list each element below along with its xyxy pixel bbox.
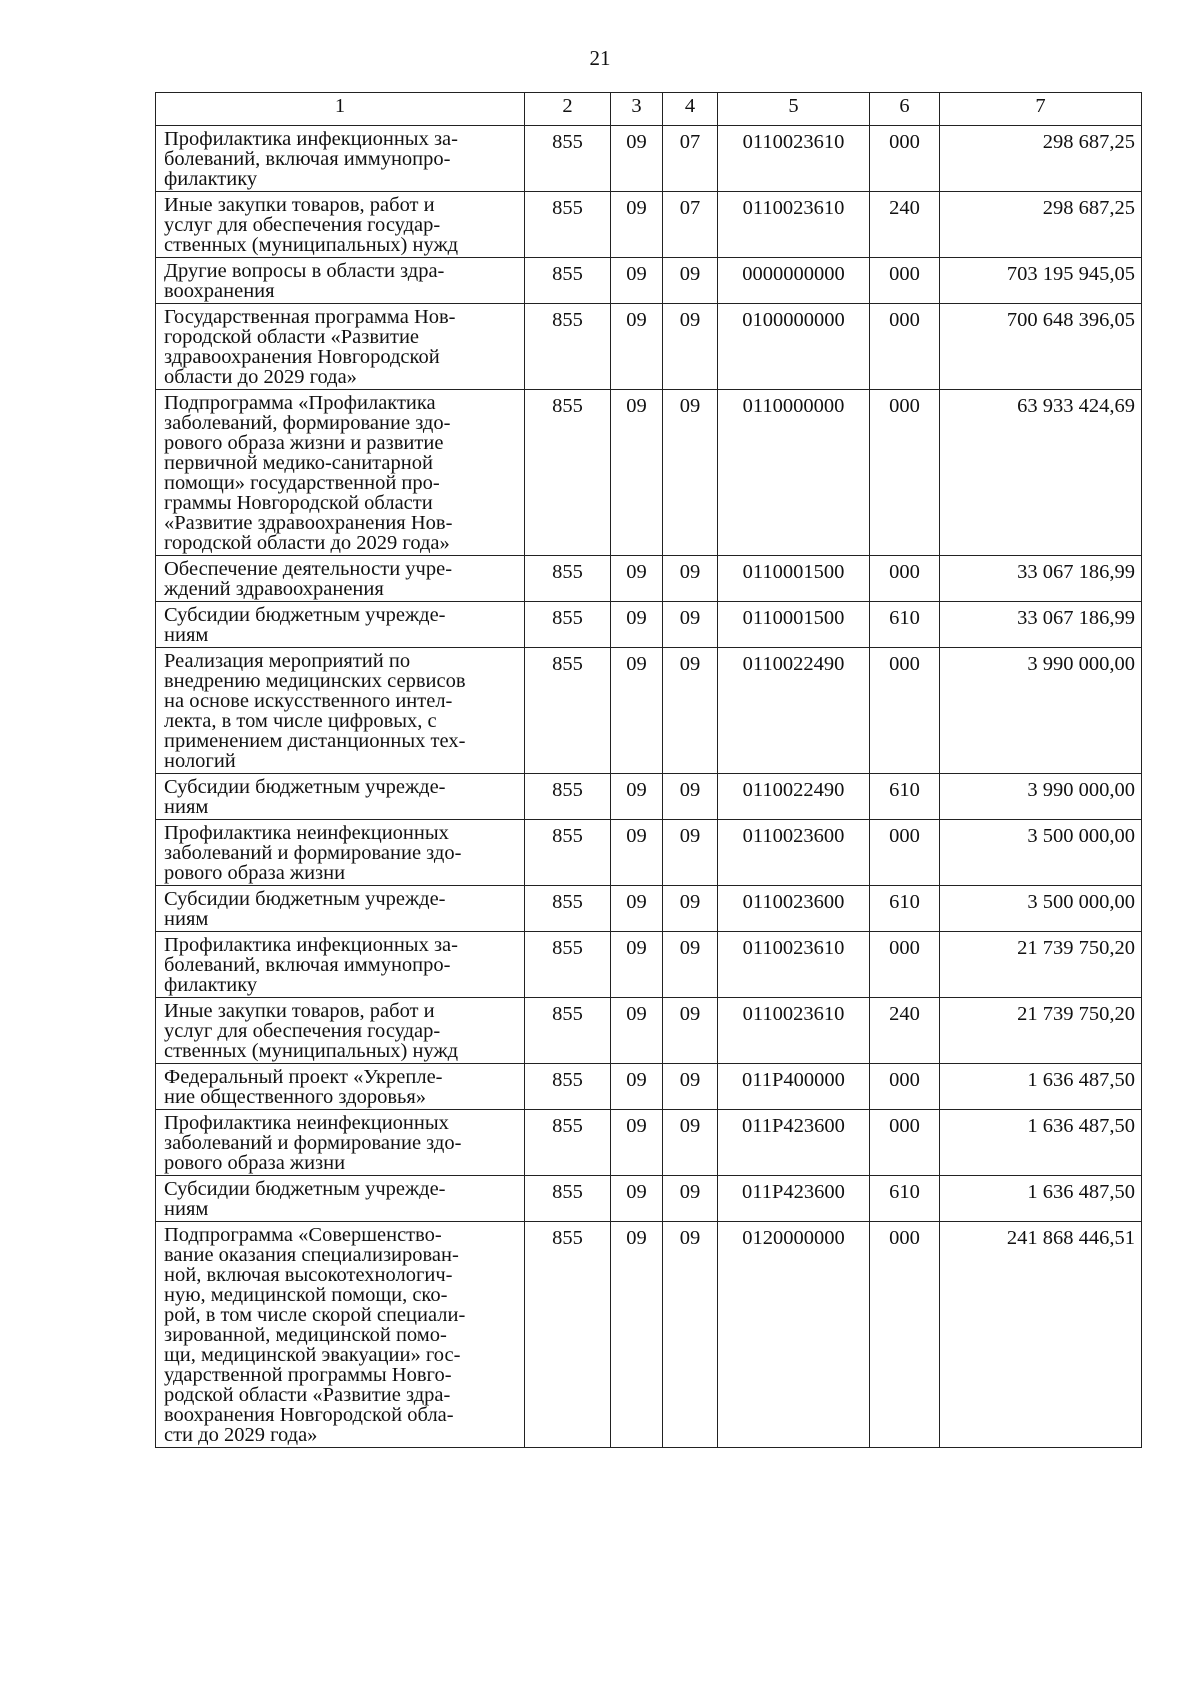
item-name-line: воохранения Новгородской обла-	[164, 1404, 454, 1426]
subsection-code-cell: 09	[663, 932, 718, 998]
amount-cell: 21 739 750,20	[940, 932, 1142, 998]
target-article-cell: 0110000000	[718, 390, 870, 556]
table-row	[156, 648, 1142, 774]
target-article-cell: 0100000000	[718, 304, 870, 390]
item-name-line: заболеваний и формирование здо-	[164, 1132, 462, 1154]
expense-type-cell: 000	[870, 390, 940, 556]
subsection-code-cell: 07	[663, 126, 718, 192]
item-name-line: внедрению медицинских сервисов	[164, 670, 466, 692]
item-name-line: воохранения	[164, 280, 275, 302]
expense-type-cell: 000	[870, 932, 940, 998]
item-name-cell	[156, 1222, 525, 1448]
amount-cell: 703 195 945,05	[940, 258, 1142, 304]
section-code-cell: 09	[611, 1222, 663, 1448]
item-name-line: ниям	[164, 1198, 209, 1220]
item-name-line: Профилактика неинфекционных	[164, 822, 449, 844]
amount-cell: 1 636 487,50	[940, 1064, 1142, 1110]
item-name-line: филактику	[164, 974, 258, 996]
table-row	[156, 258, 1142, 304]
table-row	[156, 774, 1142, 820]
ministry-code-cell: 855	[525, 1110, 611, 1176]
item-name-line: рового образа жизни	[164, 862, 346, 884]
item-name-cell	[156, 304, 525, 390]
section-code-cell: 09	[611, 1064, 663, 1110]
subsection-code-cell: 09	[663, 304, 718, 390]
item-name-line: Иные закупки товаров, работ и	[164, 194, 435, 216]
item-name-line: заболеваний, формирование здо-	[164, 412, 451, 434]
subsection-code-cell: 07	[663, 192, 718, 258]
item-name-line: зированной, медицинской помо-	[164, 1324, 447, 1346]
column-header-7: 7	[940, 93, 1142, 126]
amount-cell: 3 500 000,00	[940, 820, 1142, 886]
subsection-code-cell: 09	[663, 1222, 718, 1448]
item-name-line: применением дистанционных тех-	[164, 730, 466, 752]
item-name-line: ударственной программы Новго-	[164, 1364, 452, 1386]
expense-type-cell: 240	[870, 192, 940, 258]
expense-type-cell: 000	[870, 648, 940, 774]
target-article-cell: 0000000000	[718, 258, 870, 304]
item-name-line: Подпрограмма «Профилактика	[164, 392, 436, 414]
table-row	[156, 192, 1142, 258]
ministry-code-cell: 855	[525, 602, 611, 648]
section-code-cell: 09	[611, 126, 663, 192]
target-article-cell: 0110023610	[718, 998, 870, 1064]
item-name-line: щи, медицинской эвакуации» гос-	[164, 1344, 461, 1366]
amount-cell: 700 648 396,05	[940, 304, 1142, 390]
item-name-line: филактику	[164, 168, 258, 190]
item-name-line: Профилактика инфекционных за-	[164, 128, 458, 150]
section-code-cell: 09	[611, 556, 663, 602]
item-name-cell	[156, 820, 525, 886]
subsection-code-cell: 09	[663, 998, 718, 1064]
table-row	[156, 602, 1142, 648]
section-code-cell: 09	[611, 304, 663, 390]
subsection-code-cell: 09	[663, 648, 718, 774]
item-name-line: ной, включая высокотехнологич-	[164, 1264, 453, 1286]
header-row	[156, 93, 1142, 126]
item-name-cell	[156, 126, 525, 192]
item-name-line: ственных (муниципальных) нужд	[164, 234, 459, 256]
item-name-line: Субсидии бюджетным учрежде-	[164, 1178, 446, 1200]
item-name-line: болеваний, включая иммунопро-	[164, 954, 451, 976]
table-row	[156, 1222, 1142, 1448]
item-name-line: ниям	[164, 796, 209, 818]
amount-cell: 298 687,25	[940, 126, 1142, 192]
subsection-code-cell: 09	[663, 886, 718, 932]
item-name-line: лекта, в том числе цифровых, с	[164, 710, 437, 732]
item-name-line: вание оказания специализирован-	[164, 1244, 459, 1266]
expense-type-cell: 610	[870, 602, 940, 648]
amount-cell: 1 636 487,50	[940, 1110, 1142, 1176]
ministry-code-cell: 855	[525, 126, 611, 192]
item-name-line: рового образа жизни и развитие	[164, 432, 444, 454]
expense-type-cell: 000	[870, 304, 940, 390]
section-code-cell: 09	[611, 998, 663, 1064]
amount-cell: 33 067 186,99	[940, 602, 1142, 648]
column-header-2: 2	[525, 93, 611, 126]
target-article-cell: 0110023600	[718, 820, 870, 886]
column-header-5: 5	[718, 93, 870, 126]
section-code-cell: 09	[611, 258, 663, 304]
item-name-cell	[156, 258, 525, 304]
target-article-cell: 0110001500	[718, 556, 870, 602]
expense-type-cell: 610	[870, 774, 940, 820]
amount-cell: 3 990 000,00	[940, 774, 1142, 820]
table-row	[156, 1176, 1142, 1222]
subsection-code-cell: 09	[663, 602, 718, 648]
item-name-line: Иные закупки товаров, работ и	[164, 1000, 435, 1022]
section-code-cell: 09	[611, 1176, 663, 1222]
target-article-cell: 0110023610	[718, 126, 870, 192]
subsection-code-cell: 09	[663, 1110, 718, 1176]
item-name-line: Федеральный проект «Укрепле-	[164, 1066, 443, 1088]
subsection-code-cell: 09	[663, 390, 718, 556]
target-article-cell: 011P400000	[718, 1064, 870, 1110]
budget-table	[155, 92, 1142, 1448]
item-name-cell	[156, 1110, 525, 1176]
subsection-code-cell: 09	[663, 820, 718, 886]
item-name-line: городской области до 2029 года»	[164, 532, 450, 554]
item-name-line: ниям	[164, 624, 209, 646]
item-name-line: Субсидии бюджетным учрежде-	[164, 604, 446, 626]
ministry-code-cell: 855	[525, 998, 611, 1064]
item-name-line: услуг для обеспечения государ-	[164, 214, 441, 236]
expense-type-cell: 000	[870, 1110, 940, 1176]
expense-type-cell: 000	[870, 1064, 940, 1110]
column-header-6: 6	[870, 93, 940, 126]
ministry-code-cell: 855	[525, 556, 611, 602]
ministry-code-cell: 855	[525, 886, 611, 932]
item-name-line: ние общественного здоровья»	[164, 1086, 427, 1108]
amount-cell: 3 500 000,00	[940, 886, 1142, 932]
item-name-cell	[156, 932, 525, 998]
amount-cell: 241 868 446,51	[940, 1222, 1142, 1448]
item-name-line: на основе искусственного интел-	[164, 690, 453, 712]
target-article-cell: 0110023600	[718, 886, 870, 932]
column-header-3: 3	[611, 93, 663, 126]
item-name-line: Подпрограмма «Совершенство-	[164, 1224, 442, 1246]
column-header-4: 4	[663, 93, 718, 126]
ministry-code-cell: 855	[525, 820, 611, 886]
expense-type-cell: 000	[870, 126, 940, 192]
item-name-line: нологий	[164, 750, 236, 772]
item-name-line: ниям	[164, 908, 209, 930]
table-body	[156, 126, 1142, 1448]
item-name-line: заболеваний и формирование здо-	[164, 842, 462, 864]
section-code-cell: 09	[611, 390, 663, 556]
target-article-cell: 0110023610	[718, 192, 870, 258]
item-name-cell	[156, 556, 525, 602]
section-code-cell: 09	[611, 648, 663, 774]
item-name-line: ждений здравоохранения	[164, 578, 384, 600]
item-name-line: родской области «Развитие здра-	[164, 1384, 451, 1406]
table-row	[156, 886, 1142, 932]
item-name-cell	[156, 602, 525, 648]
subsection-code-cell: 09	[663, 556, 718, 602]
target-article-cell: 0120000000	[718, 1222, 870, 1448]
subsection-code-cell: 09	[663, 258, 718, 304]
item-name-cell	[156, 390, 525, 556]
item-name-cell	[156, 886, 525, 932]
table-row	[156, 1064, 1142, 1110]
subsection-code-cell: 09	[663, 1176, 718, 1222]
target-article-cell: 011P423600	[718, 1110, 870, 1176]
item-name-line: первичной медико-санитарной	[164, 452, 433, 474]
expense-type-cell: 000	[870, 258, 940, 304]
item-name-line: услуг для обеспечения государ-	[164, 1020, 441, 1042]
ministry-code-cell: 855	[525, 1222, 611, 1448]
ministry-code-cell: 855	[525, 1064, 611, 1110]
table-row	[156, 932, 1142, 998]
expense-type-cell: 000	[870, 1222, 940, 1448]
table-row	[156, 556, 1142, 602]
section-code-cell: 09	[611, 1110, 663, 1176]
item-name-line: сти до 2029 года»	[164, 1424, 318, 1446]
expense-type-cell: 000	[870, 556, 940, 602]
ministry-code-cell: 855	[525, 304, 611, 390]
item-name-cell	[156, 1176, 525, 1222]
section-code-cell: 09	[611, 932, 663, 998]
item-name-line: Субсидии бюджетным учрежде-	[164, 888, 446, 910]
item-name-line: Обеспечение деятельности учре-	[164, 558, 453, 580]
ministry-code-cell: 855	[525, 648, 611, 774]
item-name-cell	[156, 648, 525, 774]
expense-type-cell: 610	[870, 1176, 940, 1222]
ministry-code-cell: 855	[525, 258, 611, 304]
target-article-cell: 0110022490	[718, 648, 870, 774]
item-name-cell	[156, 774, 525, 820]
page-number: 21	[589, 46, 611, 70]
item-name-line: Субсидии бюджетным учрежде-	[164, 776, 446, 798]
section-code-cell: 09	[611, 886, 663, 932]
target-article-cell: 0110023610	[718, 932, 870, 998]
table-row	[156, 1110, 1142, 1176]
table-row	[156, 126, 1142, 192]
subsection-code-cell: 09	[663, 774, 718, 820]
section-code-cell: 09	[611, 774, 663, 820]
section-code-cell: 09	[611, 820, 663, 886]
amount-cell: 21 739 750,20	[940, 998, 1142, 1064]
table-row	[156, 820, 1142, 886]
expense-type-cell: 610	[870, 886, 940, 932]
ministry-code-cell: 855	[525, 390, 611, 556]
amount-cell: 1 636 487,50	[940, 1176, 1142, 1222]
item-name-line: городской области «Развитие	[164, 326, 420, 348]
section-code-cell: 09	[611, 192, 663, 258]
item-name-line: болеваний, включая иммунопро-	[164, 148, 451, 170]
ministry-code-cell: 855	[525, 932, 611, 998]
item-name-line: рового образа жизни	[164, 1152, 346, 1174]
item-name-line: граммы Новгородской области	[164, 492, 433, 514]
section-code-cell: 09	[611, 602, 663, 648]
ministry-code-cell: 855	[525, 774, 611, 820]
table-row	[156, 304, 1142, 390]
column-header-1: 1	[156, 93, 525, 126]
item-name-line: области до 2029 года»	[164, 366, 357, 388]
item-name-cell	[156, 998, 525, 1064]
item-name-line: Реализация мероприятий по	[164, 650, 411, 672]
amount-cell: 298 687,25	[940, 192, 1142, 258]
target-article-cell: 0110022490	[718, 774, 870, 820]
table-row	[156, 998, 1142, 1064]
expense-type-cell: 240	[870, 998, 940, 1064]
table-row	[156, 390, 1142, 556]
item-name-line: ную, медицинской помощи, ско-	[164, 1284, 448, 1306]
ministry-code-cell: 855	[525, 192, 611, 258]
item-name-cell	[156, 1064, 525, 1110]
item-name-line: Государственная программа Нов-	[164, 306, 456, 328]
amount-cell: 3 990 000,00	[940, 648, 1142, 774]
item-name-line: здравоохранения Новгородской	[164, 346, 440, 368]
subsection-code-cell: 09	[663, 1064, 718, 1110]
item-name-cell	[156, 192, 525, 258]
item-name-line: рой, в том числе скорой специали-	[164, 1304, 466, 1326]
item-name-line: Профилактика неинфекционных	[164, 1112, 449, 1134]
item-name-line: Профилактика инфекционных за-	[164, 934, 458, 956]
item-name-line: Другие вопросы в области здра-	[164, 260, 445, 282]
target-article-cell: 0110001500	[718, 602, 870, 648]
amount-cell: 63 933 424,69	[940, 390, 1142, 556]
item-name-line: помощи» государственной про-	[164, 472, 440, 494]
item-name-line: ственных (муниципальных) нужд	[164, 1040, 459, 1062]
ministry-code-cell: 855	[525, 1176, 611, 1222]
expense-type-cell: 000	[870, 820, 940, 886]
amount-cell: 33 067 186,99	[940, 556, 1142, 602]
item-name-line: «Развитие здравоохранения Нов-	[164, 512, 453, 534]
target-article-cell: 011P423600	[718, 1176, 870, 1222]
